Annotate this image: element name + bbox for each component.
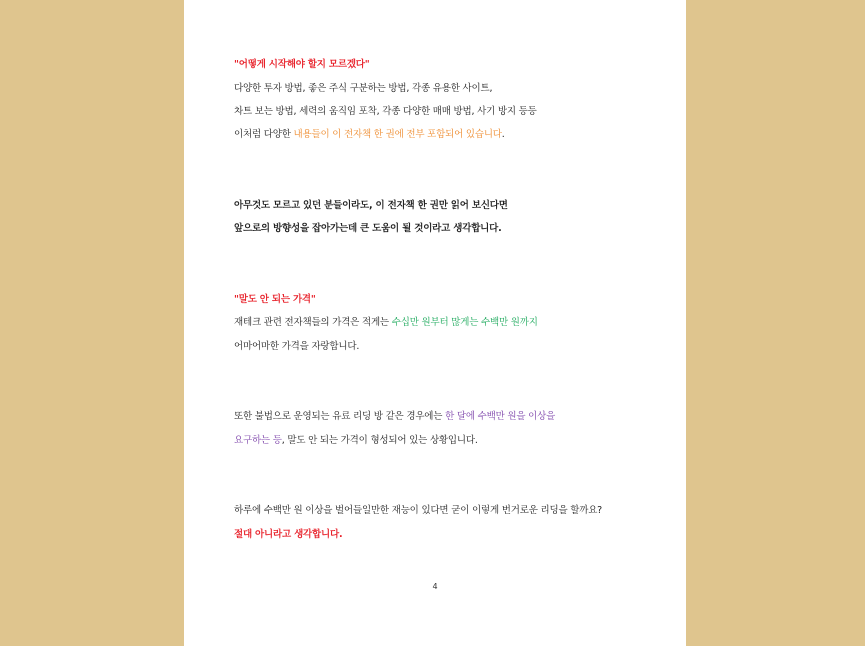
section-heading-price: "말도 안 되는 가격" <box>234 294 316 305</box>
document-page <box>184 0 686 646</box>
paragraph-line: 아무것도 모르고 있던 분들이라도, 이 전자책 한 권만 읽어 보신다면 <box>234 200 508 211</box>
text-span: 이처럼 다양한 <box>234 129 294 140</box>
page-number: 4 <box>432 582 438 591</box>
text-span: . <box>501 129 505 140</box>
emphasis-line: 절대 아니라고 생각합니다. <box>234 529 343 540</box>
section-heading-start: "어떻게 시작해야 할지 모르겠다" <box>234 59 370 70</box>
paragraph-line: 다양한 투자 방법, 좋은 주식 구분하는 방법, 각종 유용한 사이트, <box>234 83 493 94</box>
highlight-text: 요구하는 등 <box>234 435 282 446</box>
paragraph-line: 어마어마한 가격을 자랑합니다. <box>234 341 360 352</box>
paragraph-line <box>234 434 478 448</box>
paragraph-line: 차트 보는 방법, 세력의 움직임 포착, 각종 다양한 매매 방법, 사기 방지 등등 <box>234 106 537 117</box>
paragraph-line: 하루에 수백만 원 이상을 벌어들일만한 재능이 있다면 굳이 이렇게 번거로운 리딩을 할까요? <box>234 505 603 516</box>
paragraph-line: 앞으로의 방향성을 잡아가는데 큰 도움이 될 것이라고 생각합니다. <box>234 223 502 234</box>
paragraph-line <box>234 316 538 330</box>
highlight-text: 수십만 원부터 많게는 수백만 원까지 <box>391 317 538 328</box>
text-span: 또한 불법으로 운영되는 유료 리딩 방 같은 경우에는 <box>234 411 446 422</box>
text-span: , 말도 안 되는 가격이 형성되어 있는 상황입니다. <box>281 435 478 446</box>
text-span: 재테크 관련 전자책들의 가격은 적게는 <box>234 317 392 328</box>
paragraph-line <box>234 410 555 424</box>
highlight-text: 한 달에 수백만 원을 이상을 <box>445 411 556 422</box>
highlight-text: 내용들이 이 전자책 한 권에 전부 포함되어 있습니다 <box>293 129 502 140</box>
paragraph-line <box>234 128 505 142</box>
